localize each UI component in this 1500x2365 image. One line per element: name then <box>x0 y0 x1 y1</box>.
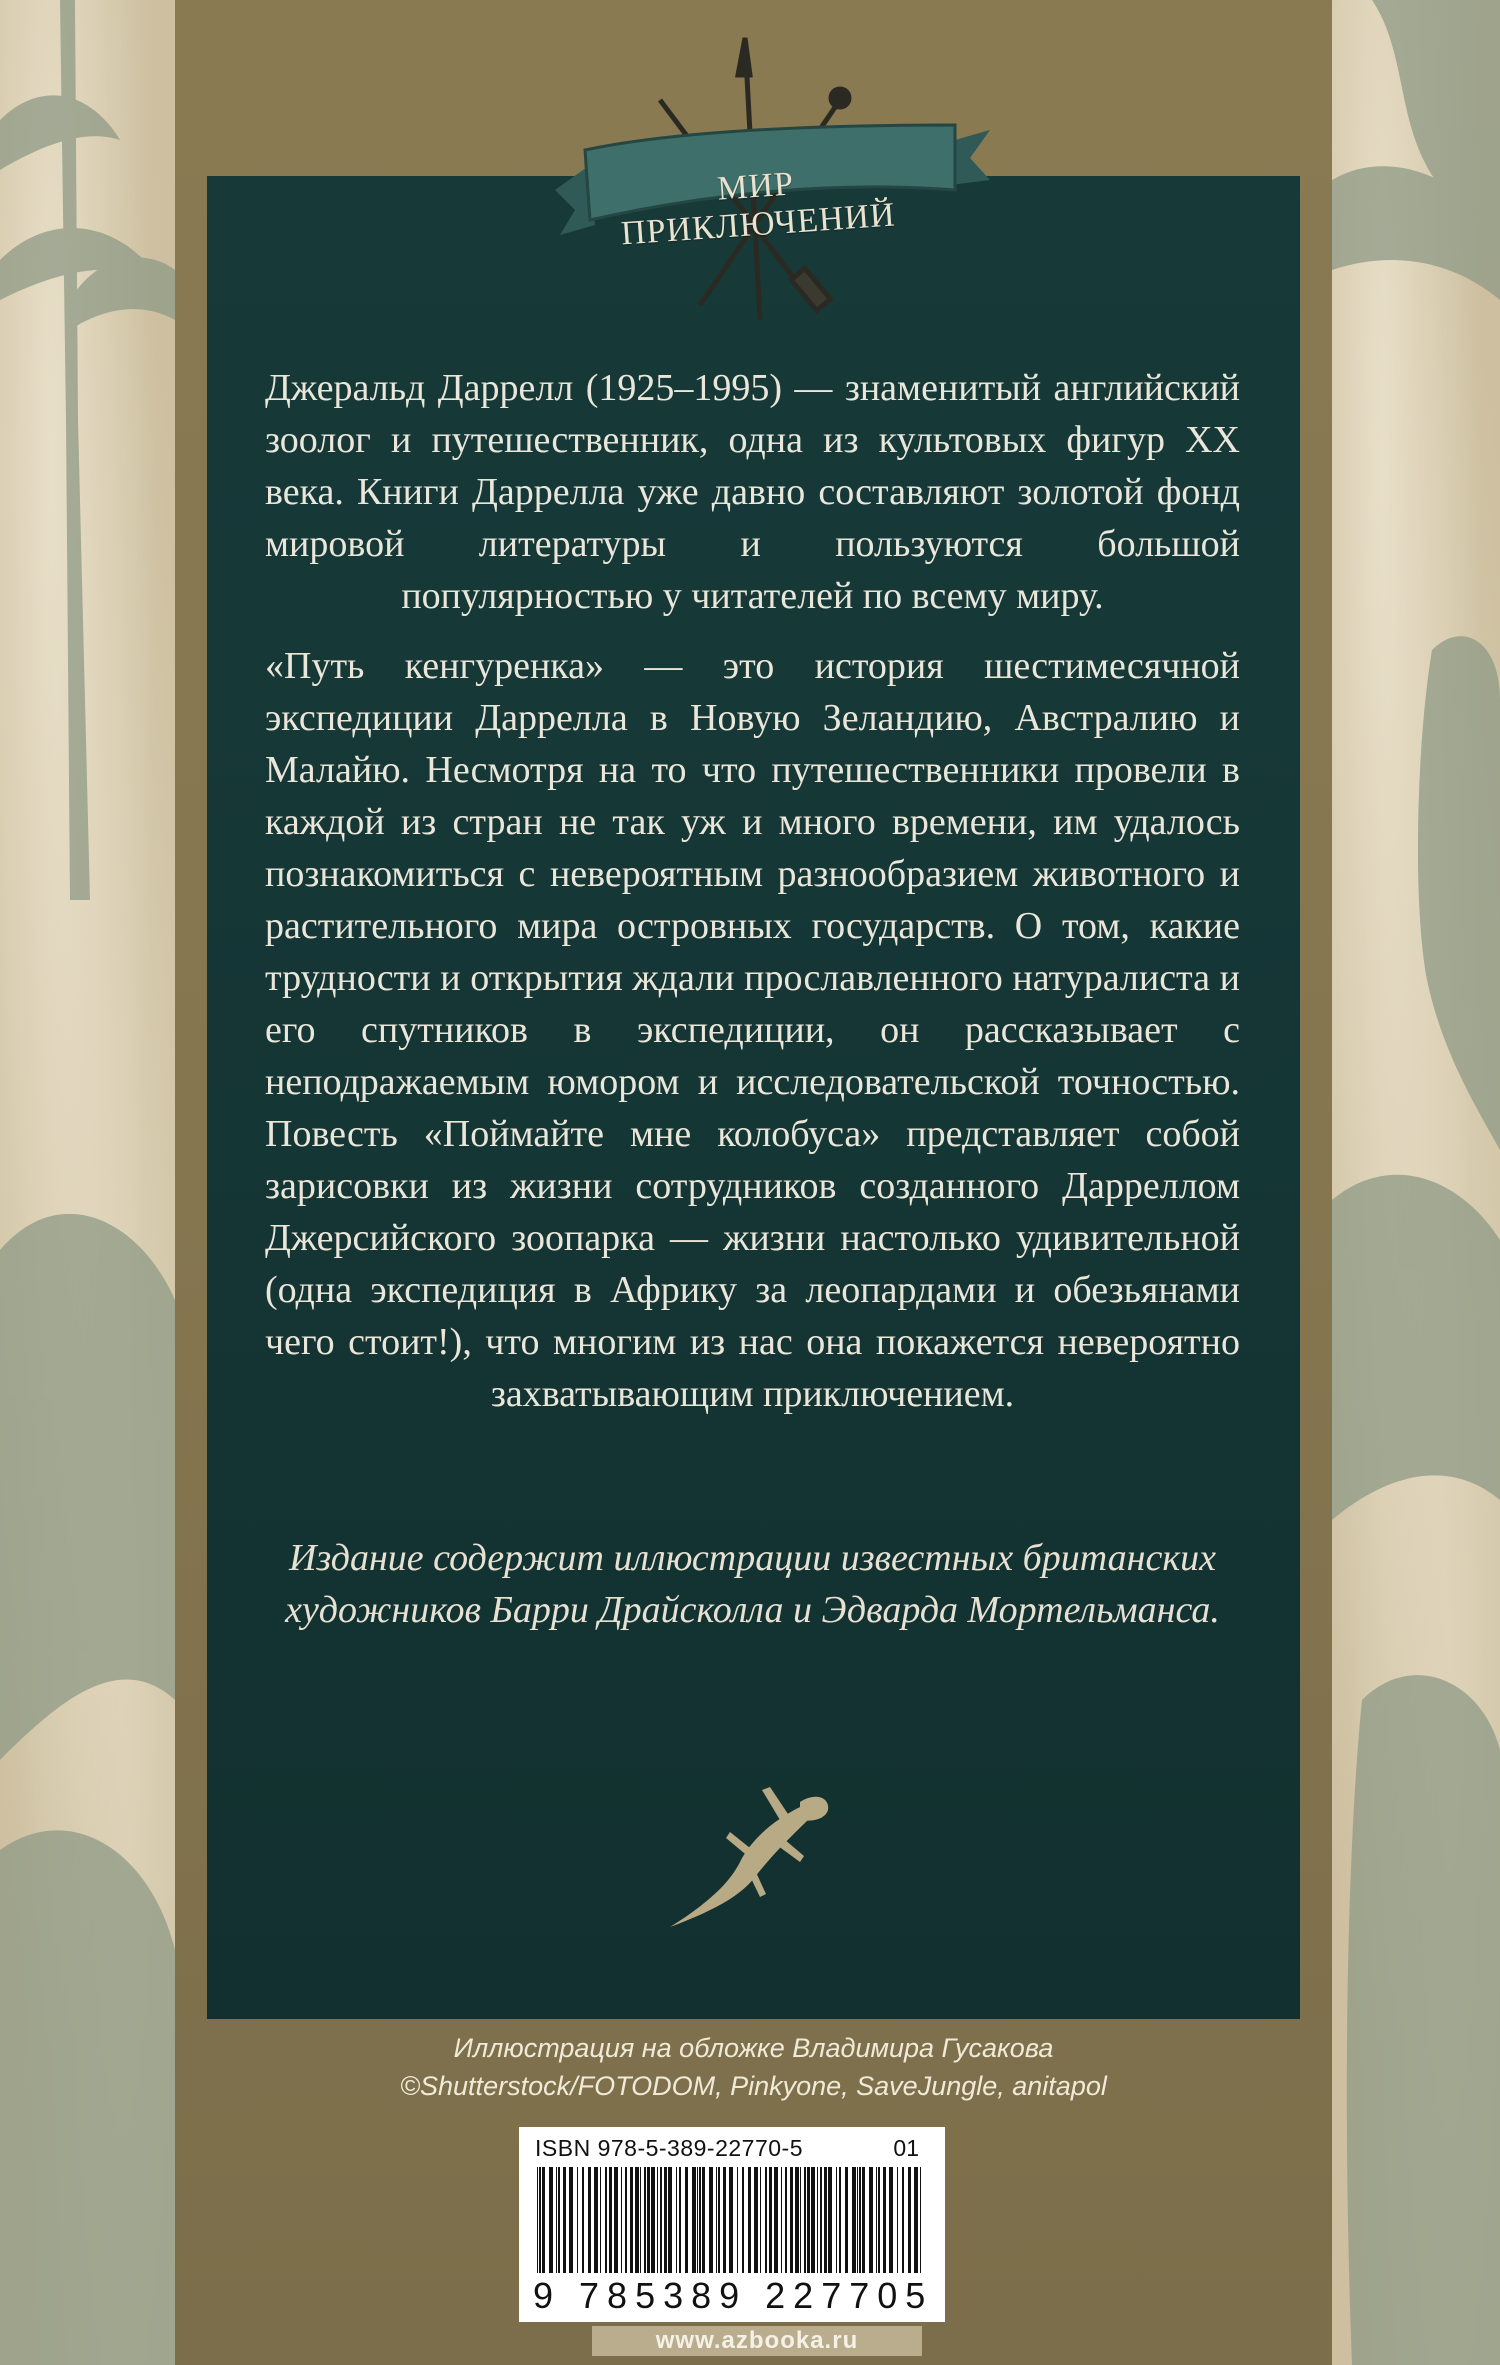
ean-digits: 9 785389 227705 <box>533 2275 934 2316</box>
publisher-website: www.azbooka.ru <box>592 2326 922 2356</box>
barcode-bar <box>635 2167 639 2273</box>
barcode-bar <box>630 2167 633 2273</box>
isbn-addon: 01 <box>893 2135 919 2161</box>
barcode-bar <box>800 2167 801 2273</box>
jungle-silhouette-left <box>0 0 175 2365</box>
barcode-bar <box>852 2167 856 2273</box>
barcode-bar <box>804 2167 806 2273</box>
barcode-bar <box>876 2167 877 2273</box>
barcode-bar <box>883 2167 886 2273</box>
barcode-bar <box>697 2167 698 2273</box>
barcode-bar <box>817 2167 818 2273</box>
barcode-bar <box>582 2167 584 2273</box>
barcode-bar <box>857 2167 858 2273</box>
jungle-silhouette-right <box>1332 0 1500 2365</box>
edition-note: Издание содержит иллюстрации известных британских художников Барри Драйсколла и Эдварда Мортельманса. <box>285 1537 1220 1631</box>
barcode-bar <box>685 2167 688 2273</box>
barcode-bar <box>836 2167 837 2273</box>
barcode-bar <box>824 2167 827 2273</box>
barcode-bar <box>647 2167 650 2273</box>
barcode-bar <box>889 2167 893 2273</box>
barcode-bar <box>640 2167 641 2273</box>
barcode-bar <box>651 2167 655 2273</box>
barcode-bar <box>702 2167 705 2273</box>
barcode-bar <box>660 2167 662 2273</box>
barcode-bar <box>828 2167 832 2273</box>
barcode-box <box>519 2127 945 2322</box>
barcode-bar <box>692 2167 696 2273</box>
barcode-bar <box>539 2167 541 2273</box>
lizard-icon <box>650 1762 850 1932</box>
barcode-bar <box>668 2167 672 2273</box>
isbn-number: ISBN 978-5-389-22770-5 <box>535 2135 803 2161</box>
barcode-bar <box>625 2167 627 2273</box>
barcode-bar <box>845 2167 848 2273</box>
barcode-bar <box>577 2167 578 2273</box>
barcode-bar <box>558 2167 560 2273</box>
barcode-bar <box>614 2167 618 2273</box>
barcode-bar <box>549 2167 553 2273</box>
barcode-bar <box>664 2167 667 2273</box>
series-badge-title: МИР ПРИКЛЮЧЕНИЙ <box>619 165 897 253</box>
barcode-bar <box>754 2167 758 2273</box>
barcode-bar <box>859 2167 861 2273</box>
barcode-bar <box>569 2167 573 2273</box>
barcode-bar <box>914 2167 918 2273</box>
left-parchment-background <box>0 0 175 2365</box>
barcode-bar <box>807 2167 810 2273</box>
barcode-bar <box>774 2167 778 2273</box>
barcode-bar <box>737 2167 738 2273</box>
cover-illustration-credit: Иллюстрация на обложке Владимира Гусакова <box>453 2033 1054 2063</box>
barcode-bar <box>862 2167 865 2273</box>
barcode-bar <box>563 2167 566 2273</box>
barcode-bar <box>718 2167 720 2273</box>
barcode-bar <box>769 2167 772 2273</box>
photo-credit: ©Shutterstock/FOTODOM, Pinkyone, SaveJungle, anitapol <box>400 2071 1107 2101</box>
barcode-bar <box>820 2167 822 2273</box>
barcode-bar <box>723 2167 726 2273</box>
barcode-bar <box>644 2167 646 2273</box>
barcode-bar <box>869 2167 873 2273</box>
barcode-bar <box>716 2167 717 2273</box>
barcode-bar <box>765 2167 767 2273</box>
barcode-bar <box>795 2167 799 2273</box>
barcode-bar <box>908 2167 911 2273</box>
barcode-bar <box>699 2167 701 2273</box>
barcode-bars <box>535 2167 929 2273</box>
barcode-bar <box>748 2167 751 2273</box>
barcode-bar <box>588 2167 591 2273</box>
barcode-bar <box>742 2167 744 2273</box>
barcode-bar <box>594 2167 598 2273</box>
barcode-bar <box>679 2167 681 2273</box>
barcode-bar <box>676 2167 677 2273</box>
barcode-bar <box>760 2167 761 2273</box>
description-paragraph-1: Джеральд Даррелл (1925–1995) — знаменитый английский зоолог и путешественник, одна из культовых фигур XX века. Книги Даррелла уже давно составляют золотой фонд мировой литературы и пользуются большой популярностью у читателей по всему миру. <box>265 367 1240 617</box>
description-paragraph-2: «Путь кенгуренка» — это история шестимесячной экспедиции Даррелла в Новую Зеландию, Австралию и Малайю. Несмотря на то что путешественники провели в каждой из стран не так уж и много времени, им удалось познакомиться с невероятным разнообразием животного и растительного мира островных государств. О том, какие трудности и открытия ждали прославленного натуралиста и его спутников в экспедиции, он рассказывает с неподражаемым юмором и исследовательской точностью. Повесть «Поймайте мне колобуса» представляет собой зарисовки из жизни сотрудников созданного Дарреллом Джерсийского зоопарка — жизни настолько удивительной (одна экспедиция в Африку за леопардами и обезьянами чего стоит!), что многим из нас она покажется невероятно захватывающим приключением. <box>265 645 1240 1415</box>
barcode-bar <box>537 2167 538 2273</box>
barcode-bar <box>609 2167 612 2273</box>
barcode-bar <box>897 2167 898 2273</box>
barcode-bar <box>839 2167 841 2273</box>
barcode-bar <box>902 2167 904 2273</box>
barcode-bar <box>729 2167 733 2273</box>
barcode-bar <box>542 2167 545 2273</box>
barcode-bar <box>600 2167 601 2273</box>
right-parchment-background <box>1332 0 1500 2365</box>
barcode-bar <box>878 2167 880 2273</box>
barcode-bar <box>657 2167 658 2273</box>
barcode-bar <box>709 2167 713 2273</box>
barcode-bar <box>811 2167 815 2273</box>
barcode-bar <box>785 2167 787 2273</box>
barcode-bar <box>790 2167 793 2273</box>
barcode-bar <box>556 2167 557 2273</box>
barcode-bar <box>781 2167 782 2273</box>
barcode-bar <box>920 2167 921 2273</box>
barcode-bar <box>605 2167 607 2273</box>
barcode-bar <box>621 2167 622 2273</box>
